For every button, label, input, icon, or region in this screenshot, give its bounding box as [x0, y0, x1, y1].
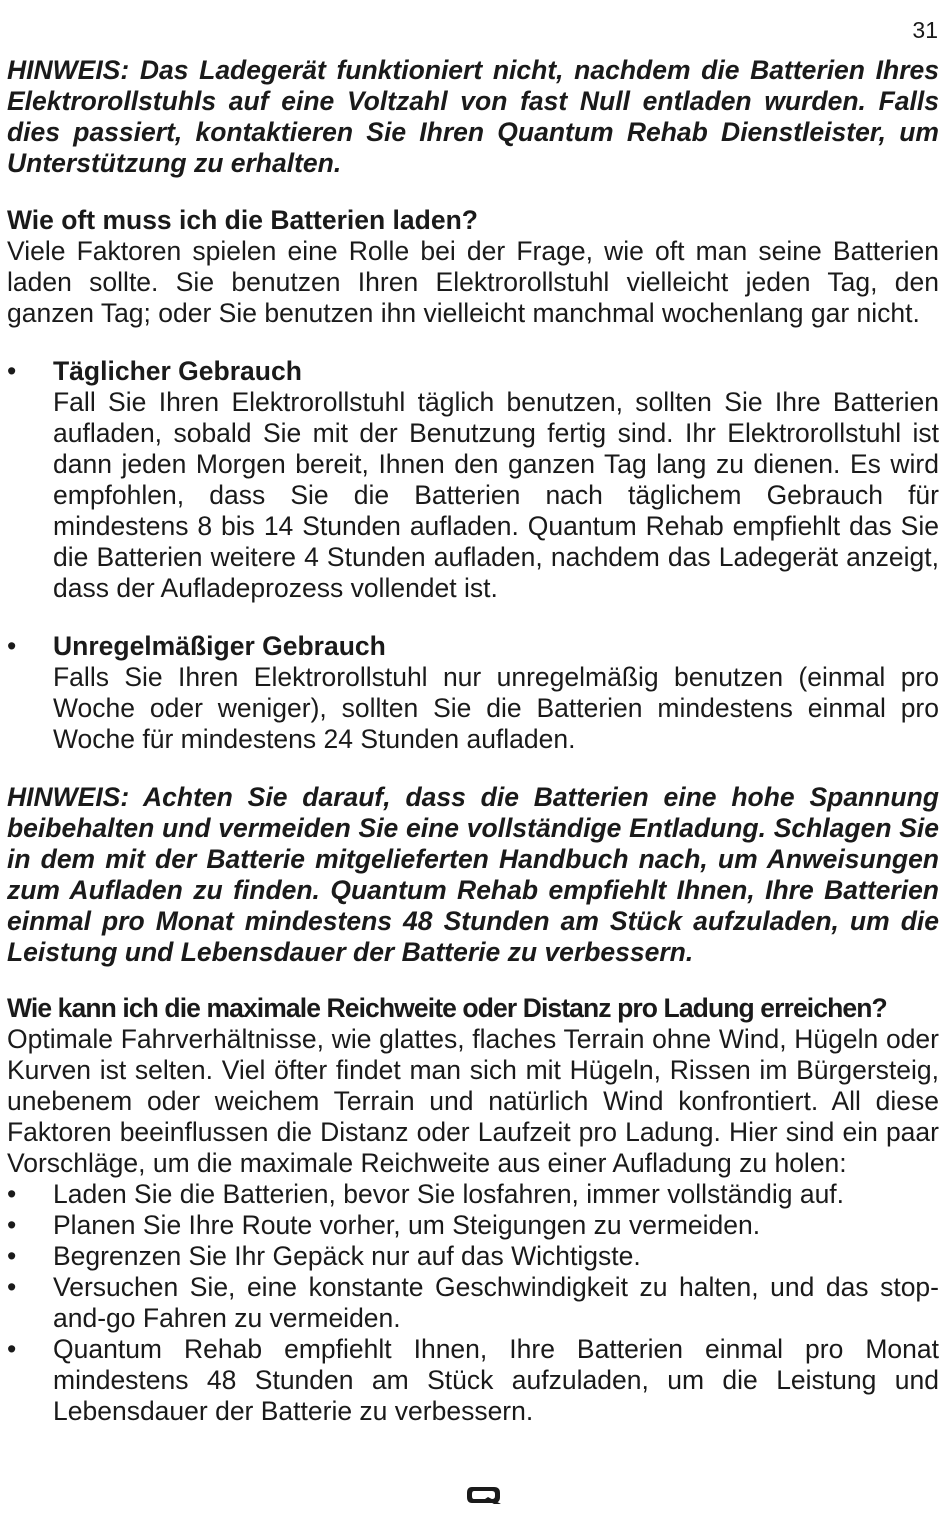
usage-list-2 [7, 631, 939, 755]
bullet-icon: • [7, 1179, 17, 1209]
list-item [7, 1179, 939, 1210]
tips-list [7, 1179, 939, 1427]
section-body: Viele Faktoren spielen eine Rolle bei der Frage, wie oft man seine Batterien laden sollte. Sie benutzen Ihren Elektrorollstuhl vielleicht jeden Tag, den ganzen Tag; oder Sie benutzen ihn vielleicht manchmal wochenlang gar nicht. [7, 236, 939, 328]
section-heading: Wie kann ich die maximale Reichweite oder Distanz pro Ladung erreichen? [7, 993, 887, 1023]
list-item-text: Begrenzen Sie Ihr Gepäck nur auf das Wichtigste. [53, 1241, 641, 1271]
list-item-title: Täglicher Gebrauch [53, 356, 302, 386]
note-voltage [7, 782, 939, 968]
list-item-title: Unregelmäßiger Gebrauch [53, 631, 386, 661]
quantum-q-logo-icon [466, 1486, 502, 1504]
list-item-text: Quantum Rehab empfiehlt Ihnen, Ihre Batterien einmal pro Monat mindestens 48 Stunden am Stück aufzuladen, um die Leistung und Lebensdauer der Batterie zu verbessern. [53, 1334, 939, 1426]
list-item-text: Laden Sie die Batterien, bevor Sie losfahren, immer vollständig auf. [53, 1179, 845, 1209]
bullet-icon: • [7, 631, 17, 661]
list-item-text: Planen Sie Ihre Route vorher, um Steigungen zu vermeiden. [53, 1210, 761, 1240]
page-number: 31 [912, 17, 938, 43]
usage-list [7, 356, 939, 604]
bullet-icon: • [7, 1272, 17, 1302]
list-item-text: Falls Sie Ihren Elektrorollstuhl nur unregelmäßig benutzen (einmal pro Woche oder weniger), sollten Sie die Batterien mindestens einmal pro Woche für mindestens 24 Stunden aufladen. [53, 662, 939, 754]
bullet-icon: • [7, 356, 17, 386]
section-heading: Wie oft muss ich die Batterien laden? [7, 205, 478, 235]
section-charging-frequency [7, 205, 939, 329]
list-item [7, 1334, 939, 1427]
list-item [7, 356, 939, 604]
bullet-icon: • [7, 1334, 17, 1364]
note-text: HINWEIS: Achten Sie darauf, dass die Batterien eine hohe Spannung beibehalten und vermeiden Sie eine vollständige Entladung. Schlagen Sie in dem mit der Batterie mitgelieferten Handbuch nach, um Anweisungen zum Aufladen zu finden. Quantum Rehab empfiehlt Ihnen, Ihre Batterien einmal pro Monat mindestens 48 Stunden am Stück aufzuladen, um die Leistung und Lebensdauer der Batterie zu verbessern. [7, 782, 939, 967]
section-max-range [7, 993, 939, 1427]
list-item [7, 1272, 939, 1334]
note-text: HINWEIS: Das Ladegerät funktioniert nicht, nachdem die Batterien Ihres Elektrorollstuhls auf eine Voltzahl von fast Null entladen wurden. Falls dies passiert, kontaktieren Sie Ihren Quantum Rehab Dienstleister, um Unterstützung zu erhalten. [7, 55, 939, 178]
list-item-text: Fall Sie Ihren Elektrorollstuhl täglich benutzen, sollten Sie Ihre Batterien aufladen, sobald Sie mit der Benutzung fertig sind. Ihr Elektrorollstuhl ist dann jeden Morgen bereit, Ihnen den ganzen Tag lang zu dienen. Es wird empfohlen, dass Sie die Batterien nach täglichem Gebrauch für mindestens 8 bis 14 Stunden aufladen. Quantum Rehab empfiehlt das Sie die Batterien weitere 4 Stunden aufladen, nachdem das Ladegerät anzeigt, dass der Aufladeprozess vollendet ist. [53, 387, 939, 603]
list-item [7, 631, 939, 755]
list-item [7, 1210, 939, 1241]
note-charger [7, 55, 939, 179]
list-item [7, 1241, 939, 1272]
bullet-icon: • [7, 1210, 17, 1240]
list-item-text: Versuchen Sie, eine konstante Geschwindigkeit zu halten, und das stop-and-go Fahren zu vermeiden. [53, 1272, 939, 1333]
section-body: Optimale Fahrverhältnisse, wie glattes, flaches Terrain ohne Wind, Hügeln oder Kurven ist selten. Viel öfter findet man sich mit Hügeln, Rissen im Bürgersteig, unebenem oder weichem Terrain und natürlich Wind konfrontiert. All diese Faktoren beeinflussen die Distanz oder Laufzeit pro Ladung. Hier sind ein paar Vorschläge, um die maximale Reichweite aus einer Aufladung zu holen: [7, 1024, 939, 1178]
bullet-icon: • [7, 1241, 17, 1271]
